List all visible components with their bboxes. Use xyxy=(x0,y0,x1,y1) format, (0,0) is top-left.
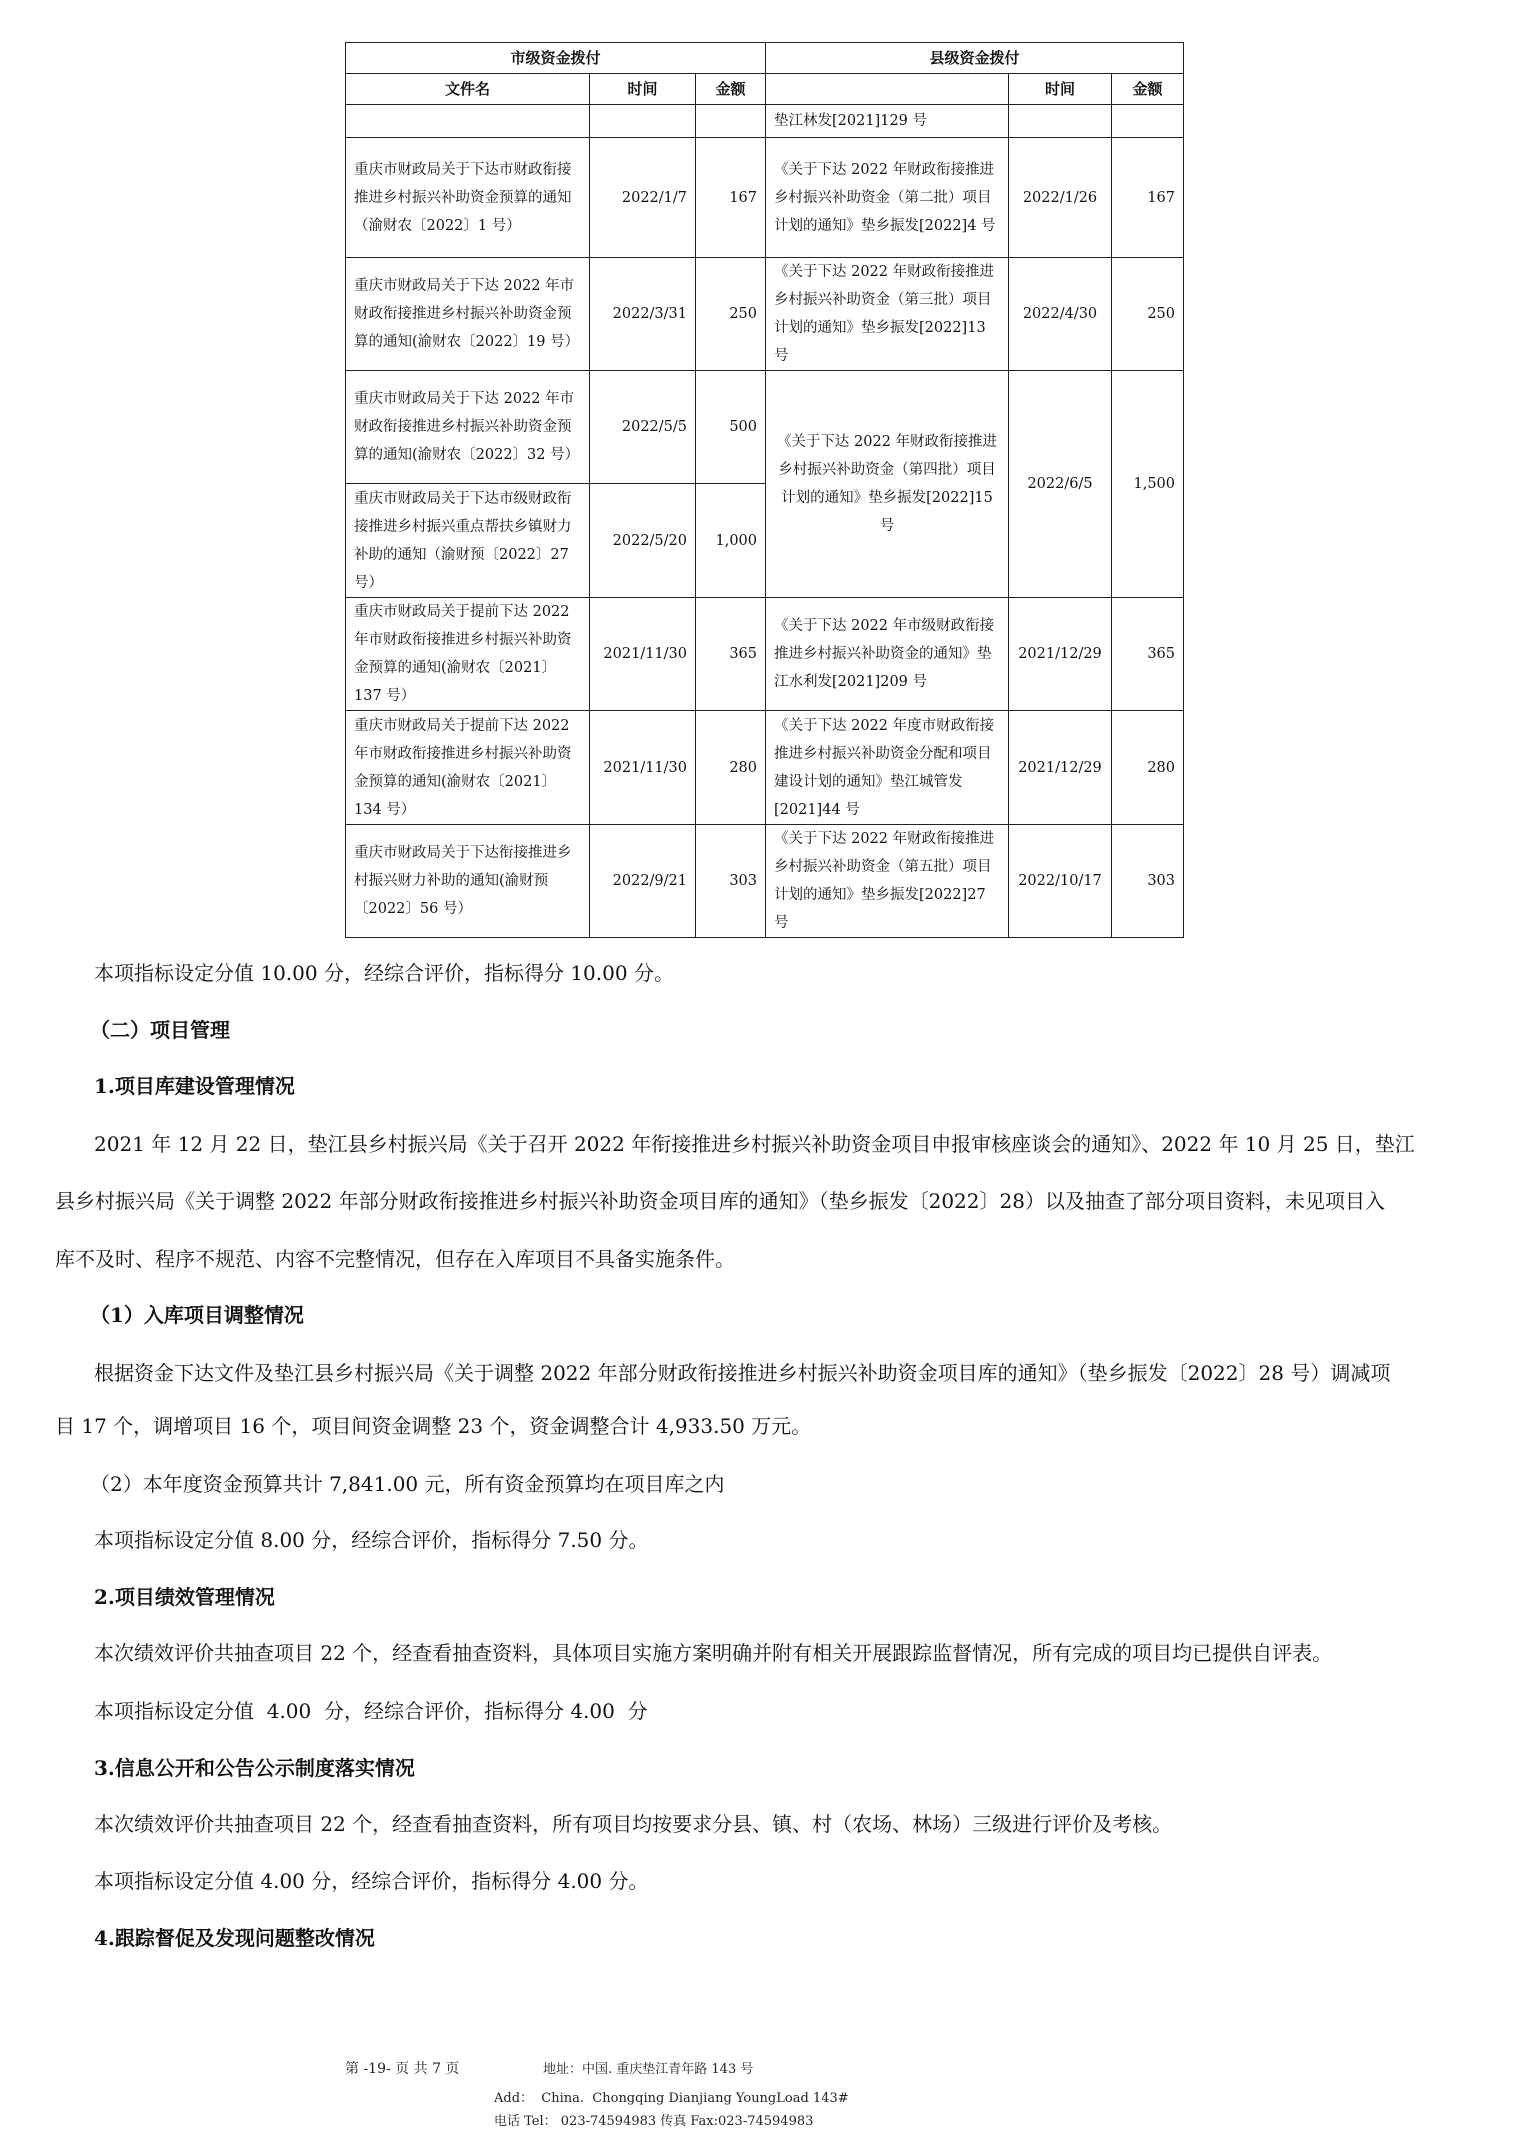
score-statement: 本项指标设定分值 4.00 分，经综合评价，指标得分 4.00 分。 xyxy=(94,1869,649,1893)
subsection-heading: 1.项目库建设管理情况 xyxy=(94,1074,295,1098)
county-doc: 《关于下达 2022 年财政衔接推进乡村振兴补助资金（第二批）项目计划的通知》垫乡振发[2022]4 号 xyxy=(766,138,1009,258)
city-amount xyxy=(696,105,766,138)
subsection-heading: 4.跟踪督促及发现问题整改情况 xyxy=(94,1926,375,1950)
city-date: 2022/9/21 xyxy=(590,825,696,938)
county-doc: 《关于下达 2022 年财政衔接推进乡村振兴补助资金（第五批）项目计划的通知》垫乡振发[2022]27 号 xyxy=(766,825,1009,938)
city-amount: 303 xyxy=(696,825,766,938)
score-statement: 本项指标设定分值 10.00 分，经综合评价，指标得分 10.00 分。 xyxy=(94,961,674,985)
paragraph-line: 本次绩效评价共抽查项目 22 个，经查看抽查资料，具体项目实施方案明确并附有相关开展跟踪监督情况，所有完成的项目均已提供自评表。 xyxy=(94,1641,1333,1665)
county-doc: 《关于下达 2022 年财政衔接推进乡村振兴补助资金（第四批）项目计划的通知》垫乡振发[2022]15 号 xyxy=(766,371,1009,598)
footer-address-en: Add： China. Chongqing Dianjiang YoungLoad 143# xyxy=(494,2091,849,2106)
county-date: 2022/4/30 xyxy=(1009,258,1112,371)
city-doc: 重庆市财政局关于提前下达 2022 年市财政衔接推进乡村振兴补助资金预算的通知(渝财农〔2021〕137 号） xyxy=(346,598,590,711)
section-heading: （二）项目管理 xyxy=(90,1018,230,1042)
county-doc: 垫江林发[2021]129 号 xyxy=(766,105,1009,138)
city-doc: 重庆市财政局关于下达 2022 年市财政衔接推进乡村振兴补助资金预算的通知(渝财农〔2022〕32 号） xyxy=(346,371,590,484)
footer-phone: 电话 Tel： 023-74594983 传真 Fax:023-74594983 xyxy=(494,2114,814,2129)
paragraph-line: 根据资金下达文件及垫江县乡村振兴局《关于调整 2022 年部分财政衔接推进乡村振兴补助资金项目库的通知》（垫乡振发〔2022〕28 号）调减项 xyxy=(94,1361,1391,1385)
city-amount: 250 xyxy=(696,258,766,371)
county-date: 2022/6/5 xyxy=(1009,371,1112,598)
county-amount: 303 xyxy=(1112,825,1184,938)
table-row xyxy=(346,711,1184,825)
col-time-county: 时间 xyxy=(1009,74,1112,105)
table-row xyxy=(346,371,1184,484)
table-row xyxy=(346,825,1184,938)
subsection-heading: 3.信息公开和公告公示制度落实情况 xyxy=(94,1756,415,1780)
county-doc: 《关于下达 2022 年市级财政衔接推进乡村振兴补助资金的通知》垫江水利发[2021]209 号 xyxy=(766,598,1009,711)
score-statement: 本项指标设定分值 4.00 分，经综合评价，指标得分 4.00 分 xyxy=(94,1699,648,1723)
city-amount: 167 xyxy=(696,138,766,258)
paragraph-line: 库不及时、程序不规范、内容不完整情况，但存在入库项目不具备实施条件。 xyxy=(55,1247,735,1271)
city-amount: 500 xyxy=(696,371,766,484)
city-date xyxy=(590,105,696,138)
subsection-heading: （2）本年度资金预算共计 7,841.00 元，所有资金预算均在项目库之内 xyxy=(90,1472,725,1496)
city-amount: 280 xyxy=(696,711,766,825)
city-doc: 重庆市财政局关于提前下达 2022 年市财政衔接推进乡村振兴补助资金预算的通知(渝财农〔2021〕134 号） xyxy=(346,711,590,825)
paragraph-line: 县乡村振兴局《关于调整 2022 年部分财政衔接推进乡村振兴补助资金项目库的通知》（垫乡振发〔2022〕28）以及抽查了部分项目资料，未见项目入 xyxy=(55,1189,1385,1213)
col-time: 时间 xyxy=(590,74,696,105)
table-row xyxy=(346,138,1184,258)
county-amount: 1,500 xyxy=(1112,371,1184,598)
city-doc: 重庆市财政局关于下达 2022 年市财政衔接推进乡村振兴补助资金预算的通知(渝财农〔2022〕19 号） xyxy=(346,258,590,371)
county-date: 2021/12/29 xyxy=(1009,711,1112,825)
county-doc: 《关于下达 2022 年度市财政衔接推进乡村振兴补助资金分配和项目建设计划的通知》垫江城管发[2021]44 号 xyxy=(766,711,1009,825)
paragraph-line: 2021 年 12 月 22 日，垫江县乡村振兴局《关于召开 2022 年衔接推进乡村振兴补助资金项目申报审核座谈会的通知》、2022 年 10 月 25 日，垫江 xyxy=(94,1132,1415,1156)
county-doc: 《关于下达 2022 年财政衔接推进乡村振兴补助资金（第三批）项目计划的通知》垫乡振发[2022]13 号 xyxy=(766,258,1009,371)
city-amount: 365 xyxy=(696,598,766,711)
city-date: 2021/11/30 xyxy=(590,711,696,825)
table-header-group-row xyxy=(346,43,1184,74)
subsection-heading: （1）入库项目调整情况 xyxy=(90,1303,304,1327)
fund-allocation-table xyxy=(345,42,1184,938)
header-city-funding: 市级资金拨付 xyxy=(346,43,766,74)
county-amount: 280 xyxy=(1112,711,1184,825)
county-date xyxy=(1009,105,1112,138)
table-row xyxy=(346,258,1184,371)
city-date: 2022/1/7 xyxy=(590,138,696,258)
county-date: 2022/1/26 xyxy=(1009,138,1112,258)
city-doc: 重庆市财政局关于下达衔接推进乡村振兴财力补助的通知(渝财预〔2022〕56 号） xyxy=(346,825,590,938)
paragraph-line: 本次绩效评价共抽查项目 22 个，经查看抽查资料，所有项目均按要求分县、镇、村（农场、林场）三级进行评价及考核。 xyxy=(94,1812,1173,1836)
col-amount: 金额 xyxy=(696,74,766,105)
county-amount: 250 xyxy=(1112,258,1184,371)
county-amount xyxy=(1112,105,1184,138)
county-date: 2021/12/29 xyxy=(1009,598,1112,711)
col-file-name: 文件名 xyxy=(346,74,590,105)
table-header-row xyxy=(346,74,1184,105)
county-amount: 167 xyxy=(1112,138,1184,258)
city-date: 2021/11/30 xyxy=(590,598,696,711)
header-county-funding: 县级资金拨付 xyxy=(766,43,1184,74)
city-date: 2022/3/31 xyxy=(590,258,696,371)
city-doc xyxy=(346,105,590,138)
city-date: 2022/5/20 xyxy=(590,484,696,598)
city-doc: 重庆市财政局关于下达市财政衔接推进乡村振兴补助资金预算的通知（渝财农〔2022〕1 号） xyxy=(346,138,590,258)
paragraph-line: 目 17 个，调增项目 16 个，项目间资金调整 23 个，资金调整合计 4,933.50 万元。 xyxy=(55,1414,812,1438)
footer-address: 地址：中国. 重庆垫江青年路 143 号 xyxy=(543,2062,754,2077)
city-amount: 1,000 xyxy=(696,484,766,598)
score-statement: 本项指标设定分值 8.00 分，经综合评价，指标得分 7.50 分。 xyxy=(94,1528,649,1552)
col-amount-county: 金额 xyxy=(1112,74,1184,105)
page-number: 第 -19- 页 共 7 页 xyxy=(345,2061,460,2077)
county-amount: 365 xyxy=(1112,598,1184,711)
subsection-heading: 2.项目绩效管理情况 xyxy=(94,1585,275,1609)
county-date: 2022/10/17 xyxy=(1009,825,1112,938)
table-row xyxy=(346,598,1184,711)
city-doc: 重庆市财政局关于下达市级财政衔接推进乡村振兴重点帮扶乡镇财力补助的通知（渝财预〔2022〕27 号） xyxy=(346,484,590,598)
city-date: 2022/5/5 xyxy=(590,371,696,484)
col-county-doc xyxy=(766,74,1009,105)
table-row xyxy=(346,105,1184,138)
